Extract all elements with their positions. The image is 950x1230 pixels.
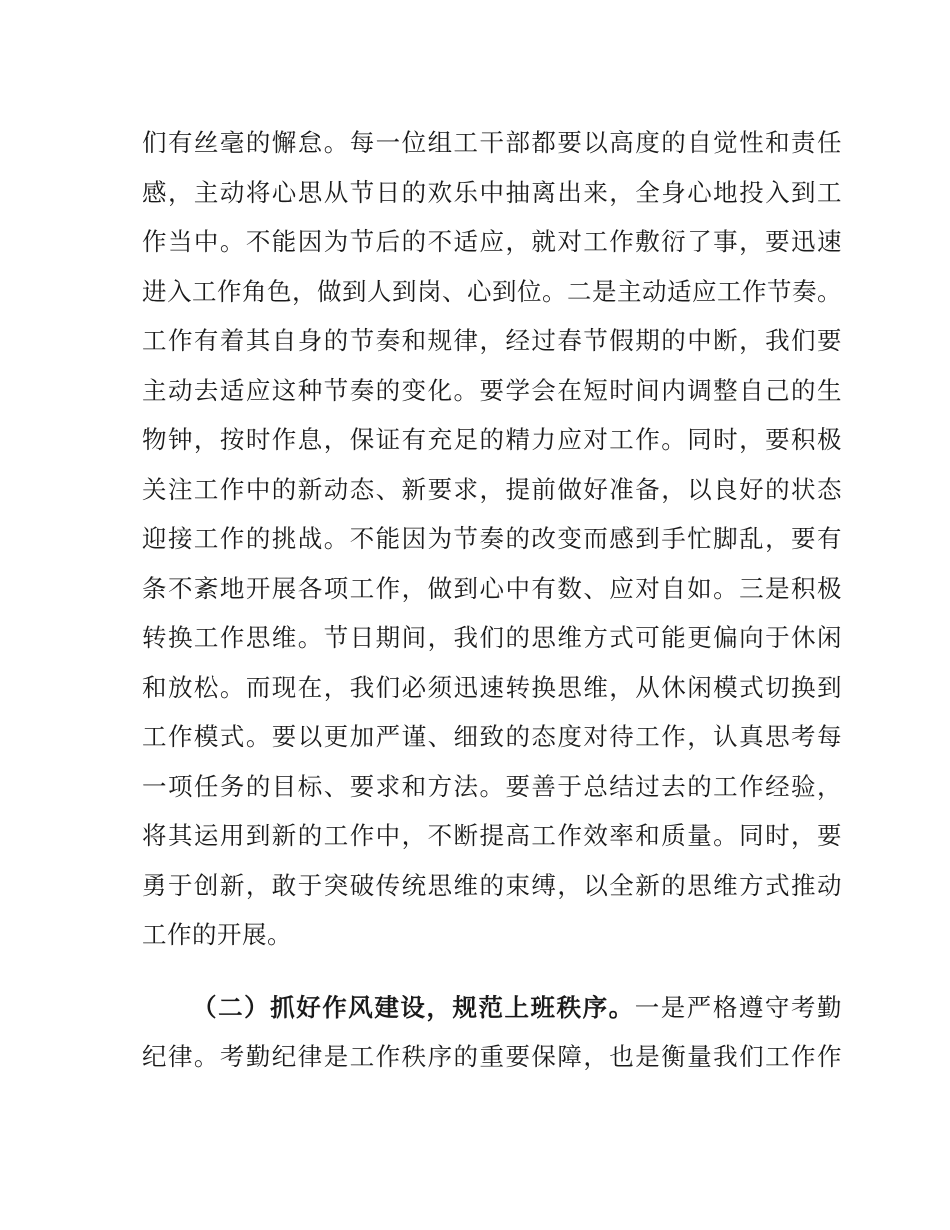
- section-heading: （二）抓好作风建设，规范上班秩序。: [191, 992, 635, 1022]
- text-line: 一项任务的目标、要求和方法。要善于总结过去的工作经验，: [142, 771, 842, 801]
- paragraph-2: [142, 987, 842, 1086]
- text-line: 纪律。考勤纪律是工作秩序的重要保障，也是衡量我们工作作: [142, 1042, 842, 1071]
- text-run: 一是严格遵守考勤: [634, 992, 842, 1022]
- text-line: 关注工作中的新动态、新要求，提前做好准备，以良好的状态: [142, 474, 842, 504]
- text-line: 工作的开展。: [142, 920, 292, 949]
- text-line: 条不紊地开展各项工作，做到心中有数、应对自如。三是积极: [142, 573, 842, 603]
- text-line: 工作模式。要以更加严谨、细致的态度对待工作，认真思考每: [142, 722, 842, 751]
- document-body: [142, 122, 842, 1086]
- text-line: 作当中。不能因为节后的不适应，就对工作敷衍了事，要迅速: [142, 227, 842, 256]
- text-line: 感，主动将心思从节日的欢乐中抽离出来，全身心地投入到工: [142, 177, 842, 207]
- text-line: 工作有着其自身的节奏和规律，经过春节假期的中断，我们要: [142, 326, 842, 355]
- text-line: [142, 987, 842, 1037]
- text-line: 进入工作角色，做到人到岗、心到位。二是主动适应工作节奏。: [142, 276, 842, 306]
- text-line: 们有丝毫的懈怠。每一位组工干部都要以高度的自觉性和责任: [142, 128, 842, 157]
- text-line: 物钟，按时作息，保证有充足的精力应对工作。同时，要积极: [142, 425, 842, 454]
- paragraph-1: [142, 122, 842, 964]
- text-line: 转换工作思维。节日期间，我们的思维方式可能更偏向于休闲: [142, 623, 842, 652]
- text-line: 勇于创新，敢于突破传统思维的束缚，以全新的思维方式推动: [142, 870, 842, 900]
- text-line: 迎接工作的挑战。不能因为节奏的改变而感到手忙脚乱，要有: [142, 524, 842, 553]
- text-line: 主动去适应这种节奏的变化。要学会在短时间内调整自己的生: [142, 375, 842, 405]
- text-line: 将其运用到新的工作中，不断提高工作效率和质量。同时，要: [142, 821, 842, 850]
- text-line: 和放松。而现在，我们必须迅速转换思维，从休闲模式切换到: [142, 672, 842, 702]
